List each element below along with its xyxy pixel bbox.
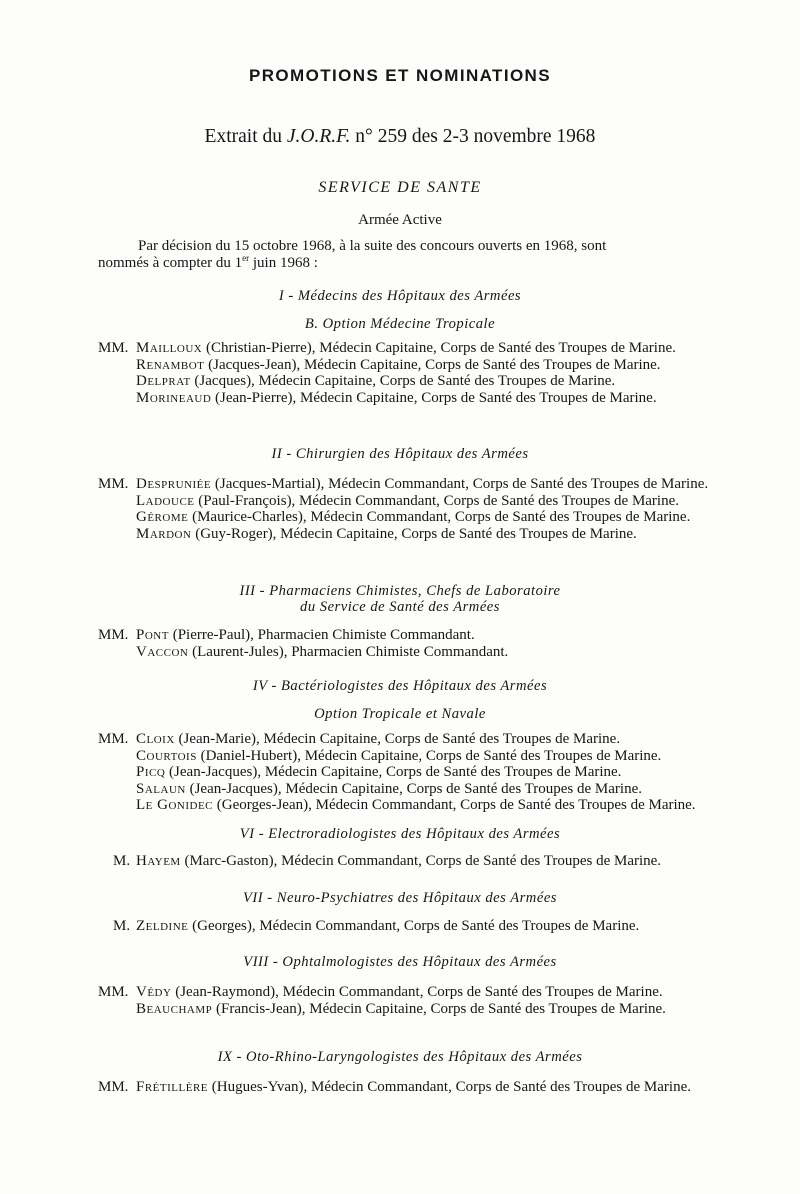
nominee-entry <box>98 357 726 374</box>
nominee-list <box>98 984 726 1017</box>
nominee-entry <box>98 984 726 1001</box>
branch-heading: Armée Active <box>358 212 442 228</box>
subtitle-suffix: n° 259 des 2-3 novembre 1968 <box>350 126 596 147</box>
nominee-details: (Jacques), Médecin Capitaine, Corps de Santé des Troupes de Marine. <box>190 373 616 389</box>
intro-line-2 <box>98 252 726 272</box>
subtitle-journal: J.O.R.F. <box>286 126 351 147</box>
nominee-details: (Paul-François), Médecin Commandant, Corps de Santé des Troupes de Marine. <box>194 492 680 509</box>
title-prefix: MM. <box>98 340 129 356</box>
section-subheading: Option Tropicale et Navale <box>314 706 486 722</box>
nominee-details: (Christian-Pierre), Médecin Capitaine, Corps de Santé des Troupes de Marine. <box>202 340 676 356</box>
service-heading: SERVICE DE SANTE <box>318 179 482 196</box>
intro-paragraph <box>98 238 726 271</box>
nominee-surname: Renambot <box>136 356 205 373</box>
nominee-entry <box>98 764 726 781</box>
nominee-entry <box>98 853 726 870</box>
section-heading: I - Médecins des Hôpitaux des Armées <box>278 288 522 304</box>
nominee-details: (Francis-Jean), Médecin Capitaine, Corps de Santé des Troupes de Marine. <box>212 1000 666 1017</box>
nominee-surname: Frétillère <box>136 1079 208 1095</box>
page-title: PROMOTIONS ET NOMINATIONS <box>249 66 551 85</box>
nominee-entry <box>98 781 726 798</box>
nominee-entry <box>98 1079 726 1096</box>
nominee-surname: Védy <box>136 984 172 1000</box>
nominee-surname: Cloix <box>136 731 175 747</box>
nominee-list <box>98 627 726 660</box>
title-prefix: MM. <box>98 627 129 643</box>
nominee-details: (Hugues-Yvan), Médecin Commandant, Corps de Santé des Troupes de Marine. <box>208 1079 691 1095</box>
nominee-entry <box>98 509 726 526</box>
section-subheading: B. Option Médecine Tropicale <box>304 316 496 332</box>
title-prefix: MM. <box>98 476 129 492</box>
intro-line-2-text: nommés à compter du 1 <box>98 254 243 271</box>
nominee-details: (Jacques-Jean), Médecin Capitaine, Corps de Santé des Troupes de Marine. <box>204 356 661 373</box>
nominee-entry <box>98 731 726 748</box>
nominee-list <box>98 1079 726 1096</box>
nominee-details: (Jean-Pierre), Médecin Capitaine, Corps de Santé des Troupes de Marine. <box>211 389 657 406</box>
nominee-details: (Jean-Raymond), Médecin Commandant, Corps de Santé des Troupes de Marine. <box>171 984 663 1000</box>
nominee-details: (Jean-Marie), Médecin Capitaine, Corps de Santé des Troupes de Marine. <box>174 731 621 747</box>
nominee-entry <box>98 476 726 493</box>
intro-superscript: er <box>242 252 250 263</box>
nominee-list <box>98 731 726 814</box>
subtitle-prefix: Extrait du <box>204 126 287 147</box>
nominee-entry <box>98 390 726 407</box>
nominee-list <box>98 340 726 406</box>
document-subtitle <box>0 126 800 148</box>
section-heading-line-2: du Service de Santé des Armées <box>300 599 500 615</box>
nominee-surname: Delprat <box>136 373 191 389</box>
nominee-details: (Daniel-Hubert), Médecin Capitaine, Corps de Santé des Troupes de Marine. <box>196 747 662 764</box>
nominee-surname: Gérome <box>136 509 189 525</box>
nominee-surname: Picq <box>136 764 166 780</box>
nominee-entry <box>98 644 726 661</box>
section-heading: IX - Oto-Rhino-Laryngologistes des Hôpitaux des Armées <box>217 1049 583 1065</box>
nominee-details: (Georges-Jean), Médecin Commandant, Corps de Santé des Troupes de Marine. <box>213 797 696 813</box>
section-heading: VII - Neuro-Psychiatres des Hôpitaux des Armées <box>243 890 557 906</box>
nominee-surname: Mardon <box>136 525 192 542</box>
nominee-surname: Morineaud <box>136 389 212 406</box>
nominee-details: (Laurent-Jules), Pharmacien Chimiste Commandant. <box>188 643 509 660</box>
nominee-surname: Despruniée <box>136 476 212 492</box>
nominee-surname: Pont <box>136 627 169 643</box>
intro-line-1: Par décision du 15 octobre 1968, à la suite des concours ouverts en 1968, sont <box>138 238 607 254</box>
nominee-surname: Hayem <box>136 853 181 869</box>
nominee-surname: Salaun <box>136 780 186 797</box>
title-prefix: MM. <box>98 1079 129 1095</box>
title-prefix: M. <box>113 918 131 934</box>
nominee-details: (Maurice-Charles), Médecin Commandant, Corps de Santé des Troupes de Marine. <box>188 509 691 525</box>
nominee-list <box>98 918 726 935</box>
section-heading: VIII - Ophtalmologistes des Hôpitaux des Armées <box>243 954 557 970</box>
nominee-list <box>98 476 726 542</box>
nominee-entry <box>98 526 726 543</box>
nominee-surname: Vaccon <box>136 643 189 660</box>
nominee-entry <box>98 627 726 644</box>
title-prefix: MM. <box>98 731 129 747</box>
section-heading: II - Chirurgien des Hôpitaux des Armées <box>271 446 529 462</box>
title-prefix: M. <box>113 853 131 869</box>
nominee-entry <box>98 493 726 510</box>
nominee-details: (Marc-Gaston), Médecin Commandant, Corps de Santé des Troupes de Marine. <box>180 853 662 869</box>
nominee-entry <box>98 918 726 935</box>
nominee-surname: Beauchamp <box>136 1000 213 1017</box>
section-heading: IV - Bactériologistes des Hôpitaux des Armées <box>252 678 548 694</box>
nominee-details: (Jean-Jacques), Médecin Capitaine, Corps de Santé des Troupes de Marine. <box>165 764 622 780</box>
nominee-list <box>98 853 726 870</box>
nominee-details: (Guy-Roger), Médecin Capitaine, Corps de Santé des Troupes de Marine. <box>191 525 637 542</box>
nominee-entry <box>98 373 726 390</box>
nominee-details: (Georges), Médecin Commandant, Corps de Santé des Troupes de Marine. <box>188 918 640 934</box>
nominee-entry <box>98 340 726 357</box>
nominee-surname: Ladouce <box>136 492 195 509</box>
nominee-entry <box>98 748 726 765</box>
title-prefix: MM. <box>98 984 129 1000</box>
nominee-surname: Zeldine <box>136 918 189 934</box>
nominee-entry <box>98 797 726 814</box>
nominee-details: (Jean-Jacques), Médecin Capitaine, Corps de Santé des Troupes de Marine. <box>185 780 642 797</box>
nominee-surname: Le Gonidec <box>136 797 214 813</box>
nominee-surname: Mailloux <box>136 340 203 356</box>
nominee-details: (Pierre-Paul), Pharmacien Chimiste Commandant. <box>168 627 475 643</box>
intro-line-2-end: juin 1968 : <box>249 254 318 271</box>
nominee-surname: Courtois <box>136 747 197 764</box>
nominee-details: (Jacques-Martial), Médecin Commandant, Corps de Santé des Troupes de Marine. <box>211 476 709 492</box>
nominee-entry <box>98 1001 726 1018</box>
section-heading: VI - Electroradiologistes des Hôpitaux des Armées <box>239 826 561 842</box>
section-heading: III - Pharmaciens Chimistes, Chefs de Laboratoire <box>239 583 561 599</box>
